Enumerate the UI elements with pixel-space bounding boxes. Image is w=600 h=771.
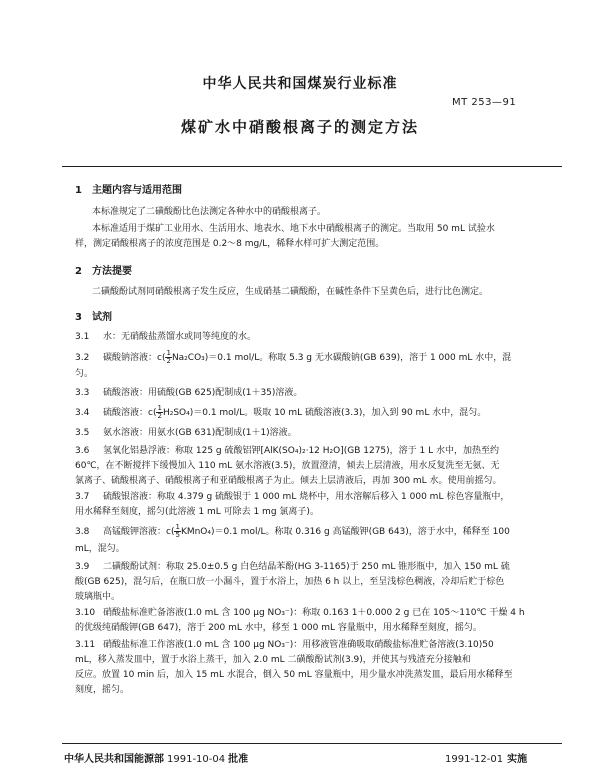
item-3-4 <box>75 405 553 421</box>
item-text: 硝酸盐标准贮备溶液(1.0 mL 含 100 μg NO₃⁻)：称取 0.163 1＋0.000 2 g 已在 105～110℃ 干燥 4 h <box>103 608 525 618</box>
issue-info <box>64 750 248 765</box>
item-text: 匀。 <box>75 369 94 379</box>
item-3-7-line-2 <box>75 505 553 520</box>
item-text: 硫酸银溶液：称取 4.379 g 硫酸银于 1 000 mL 烧杯中，用水溶解后移入 1 000 mL 棕色容量瓶中， <box>103 492 510 502</box>
item-3-6-line-3 <box>75 474 553 489</box>
item-3-1 <box>75 330 553 345</box>
fraction-denominator: 5 <box>175 531 180 539</box>
item-text: 反应。放置 10 min 后，加入 15 mL 水混合，倒入 50 mL 容量瓶中，用少量水冲洗蒸发皿，最后用水稀释至 <box>75 670 513 680</box>
item-number: 3.5 <box>75 428 90 438</box>
item-text: 60℃，在不断搅拌下缓慢加入 110 mL 氨水溶液(3.5)，放置澄清，倾去上层清液，用水反复洗至无氨、无 <box>75 461 500 471</box>
item-3-3 <box>75 386 553 401</box>
effective-info <box>445 750 527 765</box>
item-number: 3.11 <box>75 640 96 650</box>
section-3-heading: 3 试剂 <box>75 312 112 323</box>
fraction-numerator: 1 <box>175 523 180 531</box>
section-1-heading: 1 主题内容与适用范围 <box>75 185 182 196</box>
fraction-denominator: 2 <box>157 412 162 420</box>
item-text: H₂SO₄)＝0.1 mol/L。吸取 10 mL 硫酸溶液(3.3)，加入到 90 mL 水中，混匀。 <box>162 408 487 418</box>
item-number: 3.4 <box>75 408 90 418</box>
item-3-7 <box>75 490 553 505</box>
issue-label: 批准 <box>228 754 249 765</box>
issuer: 中华人民共和国能源部 <box>64 754 164 765</box>
item-text: 高锰酸钾溶液：c( <box>103 527 175 537</box>
document-title: 煤矿水中硝酸根离子的测定方法 <box>180 118 419 136</box>
item-3-8 <box>75 524 553 540</box>
item-text: 用水稀释至刻度，摇匀(此溶液 1 mL 可除去 1 mg 氯离子)。 <box>75 507 319 517</box>
item-3-8-line-2 <box>75 542 553 557</box>
item-text: 水：无硝酸盐蒸馏水或同等纯度的水。 <box>103 332 257 342</box>
item-text: Na₂CO₃)＝0.1 mol/L。称取 5.3 g 无水碳酸钠(GB 639)，溶于 1 000 mL 水中，混 <box>171 353 512 363</box>
fraction-denominator: 2 <box>166 357 171 365</box>
item-3-11 <box>75 638 553 653</box>
item-3-6-line-2 <box>75 459 553 474</box>
section-2-para-1: 二磺酸酚试剂同硝酸根离子发生反应，生成硝基二磺酸酚，在碱性条件下呈黄色后，进行比色测定。 <box>92 287 489 297</box>
item-text: 酸(GB 625)，混匀后，在瓶口放一小漏斗，置于水浴上，加热 6 h 以上，至呈浅棕色稠液，冷却后贮于棕色 <box>75 577 505 587</box>
effective-date: 1991-12-01 <box>445 754 504 765</box>
section-1-para-2-line-1: 本标准适用于煤矿工业用水、生活用水、地表水、地下水中硝酸根离子的测定。当取用 50 mL 试验水 <box>92 224 495 234</box>
section-2-heading: 2 方法提要 <box>75 266 132 277</box>
item-3-2 <box>75 350 553 366</box>
item-3-11-line-2 <box>75 653 553 668</box>
item-3-9-line-3 <box>75 590 553 605</box>
item-text: 氯离子、硫酸根离子、硝酸根离子和亚硝酸根离子为止。倾去上层清液后，再加 300 mL 水。使用前摇匀。 <box>75 476 502 486</box>
footer-divider <box>62 743 562 744</box>
item-3-10-line-2 <box>75 621 553 636</box>
item-text: 的优级纯硝酸钾(GB 647)，溶于 200 mL 水中，移至 1 000 mL 容量瓶中，用水稀释至刻度，摇匀。 <box>75 623 482 633</box>
item-number: 3.1 <box>75 332 90 342</box>
issue-date: 1991-10-04 <box>167 754 226 765</box>
item-text: 碳酸钠溶液：c( <box>103 353 166 363</box>
standard-title: 中华人民共和国煤炭行业标准 <box>202 76 398 92</box>
item-3-5 <box>75 426 553 441</box>
item-3-11-line-3 <box>75 668 553 683</box>
item-number: 3.9 <box>75 562 90 572</box>
item-text: mL，混匀。 <box>75 544 125 554</box>
item-number: 3.3 <box>75 388 90 398</box>
item-text: 硫酸溶液：c( <box>103 408 157 418</box>
fraction-numerator: 1 <box>166 349 171 357</box>
item-text: 刻度，摇匀。 <box>75 685 130 695</box>
item-3-10 <box>75 606 553 621</box>
item-3-2-line-2 <box>75 367 553 382</box>
header-divider <box>62 166 562 167</box>
item-3-9-line-2 <box>75 575 553 590</box>
item-number: 3.7 <box>75 492 90 502</box>
standard-code: MT 253—91 <box>452 97 517 108</box>
item-text: 玻璃瓶中。 <box>75 592 121 602</box>
item-3-11-line-4 <box>75 683 553 698</box>
section-1-para-2-line-2: 样，测定硝酸根离子的浓度范围是 0.2～8 mg/L，稀释水样可扩大测定范围。 <box>75 239 385 249</box>
item-text: 硫酸溶液：用硫酸(GB 625)配制成(1＋35)溶液。 <box>103 388 303 398</box>
item-text: mL，移入蒸发皿中，置于水浴上蒸干，加入 2.0 mL 二磺酸酚试剂(3.9)，并使其与残渣充分接触和 <box>75 655 471 665</box>
item-3-9 <box>75 560 553 575</box>
item-number: 3.2 <box>75 353 90 363</box>
item-text: KMnO₄)＝0.1 mol/L。称取 0.316 g 高锰酸钾(GB 643)，溶于水中，稀释至 100 <box>180 527 510 537</box>
item-text: 硝酸盐标准工作溶液(1.0 mL 含 100 μg NO₃⁻)：用移液管准确吸取硝酸盐标准贮备溶液(3.10)50 <box>103 640 494 650</box>
item-number: 3.8 <box>75 527 90 537</box>
item-3-6 <box>75 444 553 459</box>
item-text: 氨水溶液：用氨水(GB 631)配制成(1＋1)溶液。 <box>103 428 297 438</box>
item-text: 氢氧化铝悬浮液：称取 125 g 硫酸铝钾[AlK(SO₄)₂·12 H₂O](GB 1275)，溶于 1 L 水中，加热至约 <box>103 446 499 456</box>
item-text: 二磺酸酚试剂：称取 25.0±0.5 g 白色结晶苯酚(HG 3-1165)于 250 mL 锥形瓶中，加入 150 mL 硫 <box>103 562 510 572</box>
item-number: 3.10 <box>75 608 96 618</box>
effective-label: 实施 <box>507 754 528 765</box>
fraction-numerator: 1 <box>157 404 162 412</box>
item-number: 3.6 <box>75 446 90 456</box>
section-1-para-1: 本标准规定了二磺酸酚比色法测定各种水中的硝酸根离子。 <box>92 207 327 217</box>
